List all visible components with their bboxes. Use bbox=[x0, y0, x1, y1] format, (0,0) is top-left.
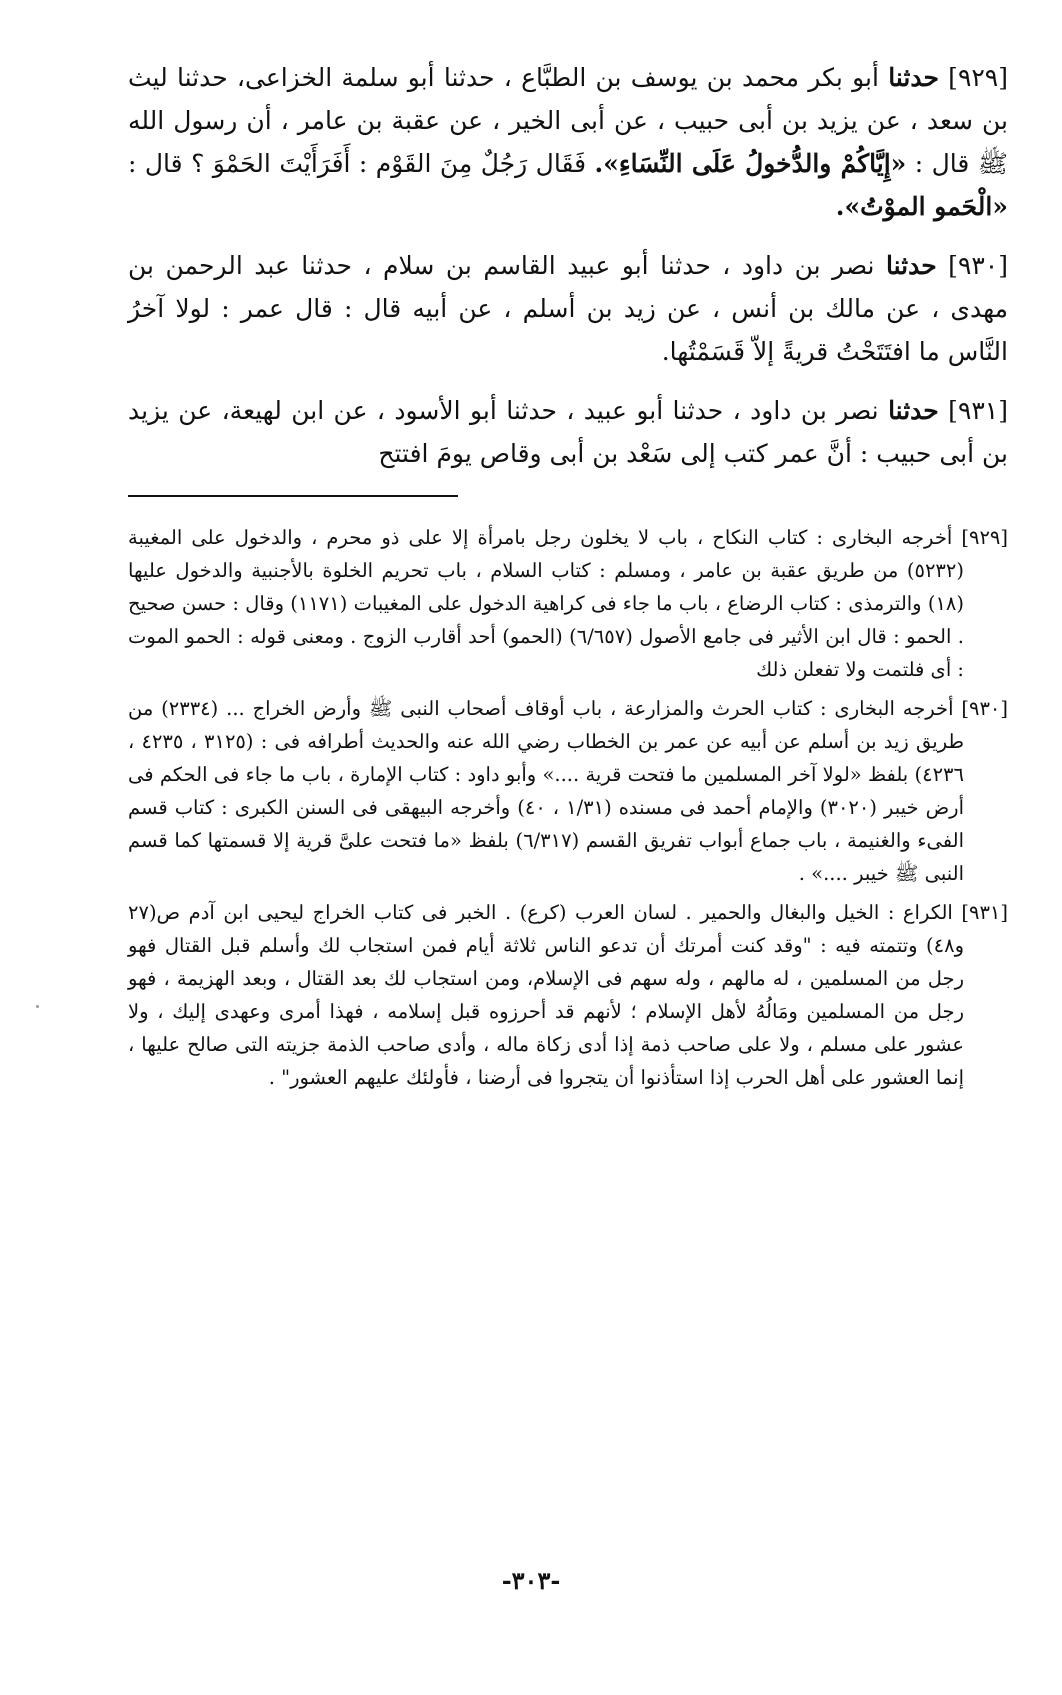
footnote-number: [٩٣١] bbox=[961, 901, 1008, 924]
footnote-text: الكراع : الخيل والبغال والحمير . لسان العرب (كرع) . الخبر فى كتاب الخراج ليحيى ابن آدم ص(٢٧ و٤٨) وتتمته فيه : "وقد كنت أمرتك أن تدعو الناس ثلاثة أيام فمن استجاب لك وأسلم قبل القتال فهو رجل من المسلمين ، له مالهم ، وله سهم فى الإسلام، ومن استجاب لك بعد القتال ، وبعد الهزيمة ، فهو رجل من المسلمين ومَالُهُ لأهل الإسلام ؛ لأنهم قد أحرزوه قبل إسلامه ، فهذا أمرى وعهدى إليك ، ولا عشور على مسلم ، ولا على صاحب ذمة إذا أدى زكاة ماله ، وأدى صاحب الذمة جزيته التى صالح عليها ، إنما العشور على أهل الحرب إذا استأذنوا أن يتجروا فى أرضنا ، فأولئك عليهم العشور" . bbox=[128, 901, 964, 1089]
footnote-text: أخرجه البخارى : كتاب النكاح ، باب لا يخلون رجل بامرأة إلا على ذو محرم ، والدخول على المغيبة (٥٢٣٢) من طريق عقبة بن عامر ، ومسلم : كتاب السلام ، باب تحريم الخلوة بالأجنبية والدخول عليها (١٨) والترمذى : كتاب الرضاع ، باب ما جاء فى كراهية الدخول على المغيبات (١١٧١) وقال : حسن صحيح . الحمو : قال ابن الأثير فى جامع الأصول (٦/٦٥٧) (الحمو) أحد أقارب الزوج . ومعنى قوله : الحمو الموت : أى فلتمت ولا تفعلن ذلك bbox=[128, 526, 964, 681]
hadith-text: فَقَال رَجُلٌ مِنَ القَوْم : أَفَرَأَيْتَ الحَمْوَ ؟ قال : bbox=[128, 149, 595, 178]
hadith-text: نصر بن داود ، حدثنا أبو عبيد ، حدثنا أبو الأسود ، عن ابن لهيعة، عن يزيد بن أبى حبيب : أنَّ عمر كتب إلى سَعْد بن أبى وقاص يومَ افتتح bbox=[128, 396, 1008, 468]
hadith-number: [٩٢٩] bbox=[948, 63, 1008, 92]
book-page bbox=[128, 56, 1008, 1676]
hadith-text: نصر بن داود ، حدثنا أبو عبيد القاسم بن سلام ، حدثنا عبد الرحمن بن مهدى ، عن مالك بن أنس ، عن زيد بن أسلم ، عن أبيه قال : قال عمر : لولا آخرُ النَّاس ما افتَتَحْتُ قريةً إلاّ قَسَمْتُها. bbox=[128, 251, 1008, 366]
scan-speck bbox=[36, 1005, 39, 1008]
hadith-text: أبو بكر محمد بن يوسف بن الطبَّاع ، حدثنا أبو سلمة الخزاعى، حدثنا ليث بن سعد ، عن يزيد بن أبى حبيب ، عن أبى الخير ، عن عقبة بن عامر ، أن رسول الله ﷺ قال : bbox=[128, 63, 1008, 178]
hadith-quote: «الْحَمو الموْتُ». bbox=[835, 192, 1008, 221]
hadith-number: [٩٣١] bbox=[948, 396, 1008, 425]
footnote-931 bbox=[128, 896, 1008, 1094]
footnote-930 bbox=[128, 692, 1008, 890]
hadith-quote: «إِيَّاكُمْ والدُّخولُ عَلَى النِّسَاءِ». bbox=[594, 149, 907, 178]
footnote-text: أخرجه البخارى : كتاب الحرث والمزارعة ، باب أوقاف أصحاب النبى ﷺ وأرض الخراج ... (٢٣٣٤) من طريق زيد بن أسلم عن أبيه عن عمر بن الخطاب رضي الله عنه والحديث أطرافه فى : (٣١٢٥ ، ٤٢٣٥ ، ٤٢٣٦) بلفظ «لولا آخر المسلمين ما فتحت قرية ....» وأبو داود : كتاب الإمارة ، باب ما جاء فى الحكم فى أرض خيبر (٣٠٢٠) والإمام أحمد فى مسنده (١/٣١ ، ٤٠) وأخرجه البيهقى فى السنن الكبرى : كتاب قسم الفىء والغنيمة ، باب جماع أبواب تفريق القسم (٦/٣١٧) بلفظ «ما فتحت علىَّ قرية إلا قسمتها كما قسم النبى ﷺ خيبر ....» . bbox=[128, 697, 964, 885]
hadith-lead: حدثنا bbox=[888, 63, 939, 92]
page-number: -٣٠٣- bbox=[501, 1566, 561, 1595]
hadith-lead: حدثنا bbox=[885, 251, 937, 280]
hadith-931 bbox=[128, 389, 1008, 475]
footnote-number: [٩٣٠] bbox=[961, 697, 1008, 720]
footnote-929 bbox=[128, 521, 1008, 686]
hadith-929 bbox=[128, 56, 1008, 228]
footnote-separator bbox=[128, 495, 458, 497]
hadith-930 bbox=[128, 244, 1008, 373]
hadith-lead: حدثنا bbox=[888, 396, 939, 425]
hadith-number: [٩٣٠] bbox=[948, 251, 1008, 280]
footnote-separator-row bbox=[128, 491, 1008, 521]
footnote-number: [٩٢٩] bbox=[961, 526, 1008, 549]
